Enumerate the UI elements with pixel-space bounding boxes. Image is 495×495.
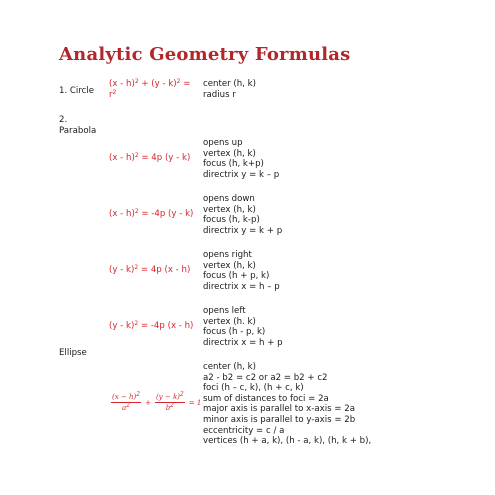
property-line: vertex (h, k) [203, 204, 256, 215]
property-line: directrix y = k – p [203, 169, 280, 180]
property-line: focus (h + p, k) [203, 271, 270, 282]
property-line: focus (h, k+p) [203, 159, 264, 170]
ellipse-fraction-x: $\frac{(x - h)^2}{a^2}$ [112, 391, 141, 412]
property-line: directrix x = h – p [203, 281, 280, 292]
property-line: radius r [203, 89, 236, 100]
property-line: focus (h, k-p) [203, 215, 260, 226]
property-line: a2 - b2 = c2 or a2 = b2 + c2 [203, 372, 328, 383]
property-line: focus (h - p, k) [203, 327, 266, 338]
property-line: center (h, k) [203, 362, 256, 372]
ellipse-equation: $\frac{(x - h)^2}{a^2}$ + $\frac{(y - k)^2}{b^2}$ = 1 [112, 391, 202, 412]
ellipse-properties [203, 362, 371, 447]
property-line: opens right [203, 250, 252, 260]
parabola-properties-left [203, 306, 283, 348]
parabola-properties-up [203, 138, 279, 180]
parabola-properties-right [203, 250, 280, 292]
property-line: opens up [203, 138, 243, 148]
parabola-equation-right: (y - k)$^2$ = 4p (x - h) [109, 264, 191, 275]
property-line: vertex (h, k) [203, 260, 256, 271]
circle-equation: (x - h)$^2$ + (y - k)$^2$ = $r^2$ [109, 78, 191, 100]
property-line: vertex (h. k) [203, 316, 256, 327]
property-line: sum of distances to foci = 2a [203, 393, 329, 404]
property-line: vertices (h + a, k), (h - a, k), (h, k + b), [203, 436, 372, 447]
property-line: directrix y = k + p [203, 225, 283, 236]
parabola-label: 2. Parabola [59, 115, 97, 136]
parabola-properties-down [203, 194, 282, 236]
property-line: minor axis is parallel to y-axis = 2b [203, 414, 356, 425]
property-line: eccentricity = c / a [203, 425, 285, 436]
page-title: Analytic Geometry Formulas [59, 44, 351, 65]
property-line: opens left [203, 306, 246, 316]
property-line: vertex (h, k) [203, 148, 256, 159]
parabola-equation-left: (y - k)$^2$ = -4p (x - h) [109, 320, 194, 331]
property-line: directrix x = h + p [203, 337, 283, 348]
property-line: center (h, k) [203, 79, 256, 89]
circle-label: 1. Circle [59, 86, 95, 96]
parabola-equation-up: (x - h)$^2$ = 4p (y - k) [109, 152, 191, 163]
ellipse-label: Ellipse [59, 348, 87, 358]
property-line: foci (h – c, k), (h + c, k) [203, 383, 304, 394]
circle-properties [203, 79, 256, 100]
parabola-equation-down: (x - h)$^2$ = -4p (y - k) [109, 208, 194, 219]
property-line: major axis is parallel to x-axis = 2a [203, 404, 355, 415]
property-line: opens down [203, 194, 255, 204]
ellipse-fraction-y: $\frac{(y - k)^2}{b^2}$ [155, 391, 184, 412]
